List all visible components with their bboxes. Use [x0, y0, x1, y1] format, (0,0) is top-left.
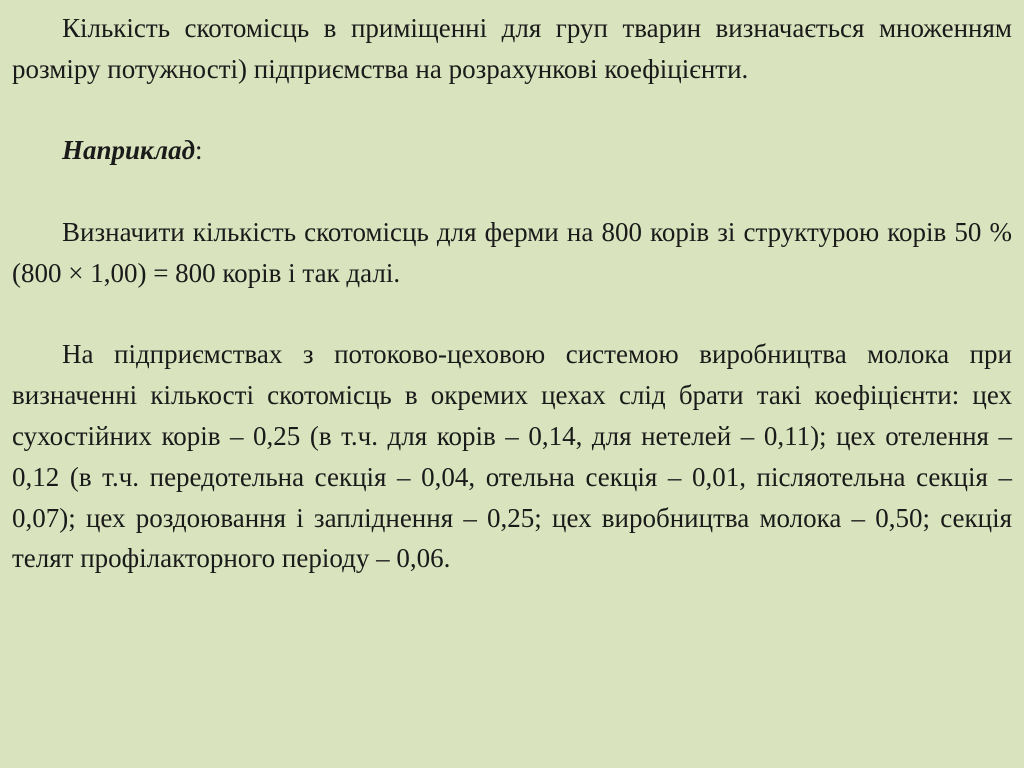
example-colon: :: [195, 135, 203, 166]
spacer: [12, 90, 1012, 131]
spacer: [12, 294, 1012, 335]
example-label: Наприклад: [62, 135, 196, 166]
slide-content: [12, 8, 1012, 579]
example-paragraph: Визначити кількість скотомісць для ферми на 800 корів зі структурою корів 50 % (800 × 1,00) = 800 корів і так далі.: [12, 216, 1012, 288]
example-heading: [12, 130, 1012, 171]
coefficients-paragraph: На підприємствах з потоково-цеховою системою виробництва молока при визначенні кількості скотомісць в окремих цехах слід брати такі коефіцієнти: цех сухостійних корів – 0,25 (в т.ч. для корів – 0,14, для нетелей – 0,11); цех отелення – 0,12 (в т.ч. передотельна секція – 0,04, отельна секція – 0,01, післяотельна секція – 0,07); цех роздоювання і запліднення – 0,25; цех виробництва молока – 0,50; секція телят профілакторного періоду – 0,06.: [12, 339, 1012, 574]
spacer: [12, 171, 1012, 212]
intro-paragraph: Кількість скотомісць в приміщенні для груп тварин визначається множенням розміру потужності) підприємства на розрахункові коефіцієнти.: [12, 13, 1012, 84]
